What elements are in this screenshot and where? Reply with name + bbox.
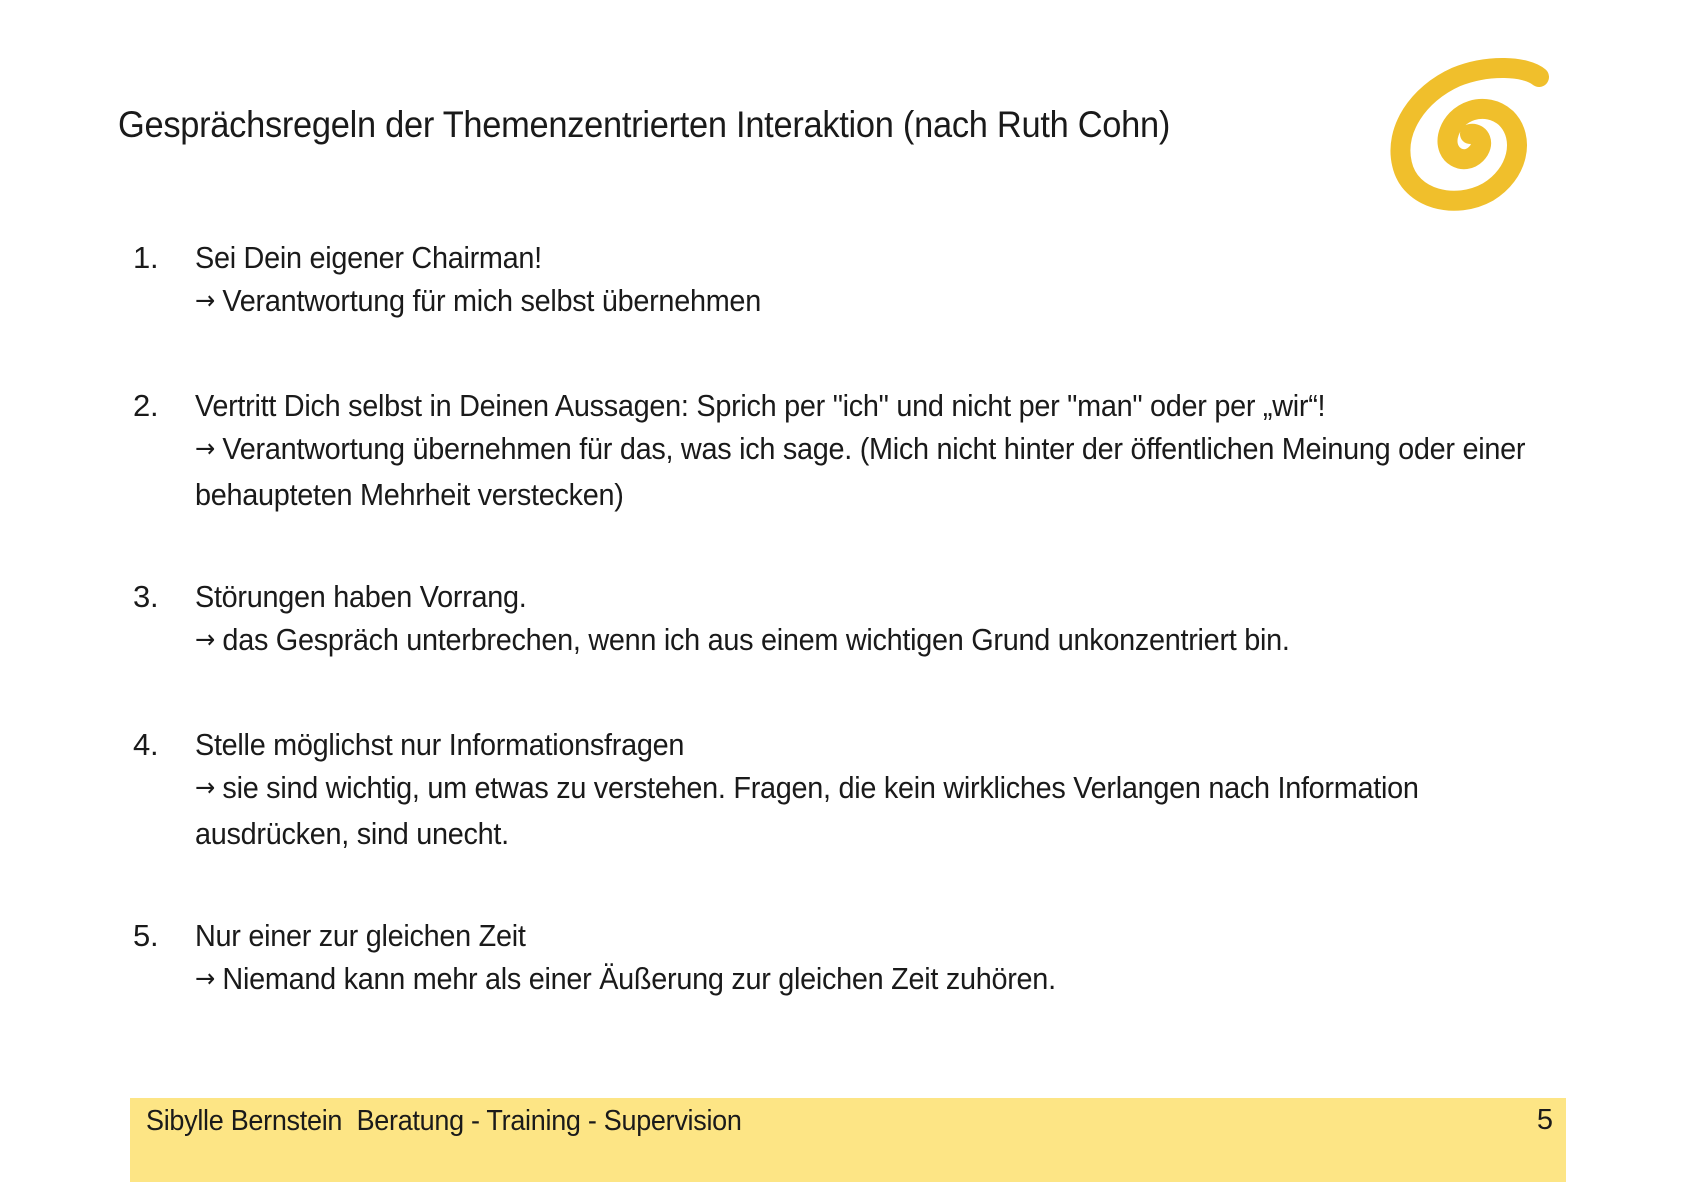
list-item xyxy=(133,723,1553,855)
rules-list xyxy=(133,236,1553,1003)
rule-explanation-text: Niemand kann mehr als einer Äußerung zur gleichen Zeit zuhören. xyxy=(222,961,1056,996)
rule-explanation-text: Verantwortung übernehmen für das, was ich sage. (Mich nicht hinter der öffentlichen Meinung oder einer behaupteten Mehrheit verstecken) xyxy=(195,431,1526,512)
rule-explanation xyxy=(195,766,1562,855)
list-item xyxy=(133,384,1553,516)
arrow-right-icon: → xyxy=(195,773,215,803)
footer-text: Sibylle Bernstein Beratung - Training - Supervision xyxy=(146,1105,742,1137)
rule-number: 2. xyxy=(133,388,159,423)
list-item xyxy=(133,575,1553,664)
arrow-right-icon: → xyxy=(195,625,215,655)
rule-number: 3. xyxy=(133,579,159,614)
rule-text: Nur einer zur gleichen Zeit xyxy=(195,918,526,953)
arrow-right-icon: → xyxy=(195,964,215,994)
rule-number: 4. xyxy=(133,727,159,762)
page-number: 5 xyxy=(1536,1104,1553,1136)
rule-text: Sei Dein eigener Chairman! xyxy=(195,240,542,275)
rule-text: Störungen haben Vorrang. xyxy=(195,579,527,614)
rule-explanation-text: sie sind wichtig, um etwas zu verstehen. Fragen, die kein wirkliches Verlangen nach Information ausdrücken, sind unecht. xyxy=(195,770,1419,851)
rule-text: Stelle möglichst nur Informationsfragen xyxy=(195,727,685,762)
rule-explanation xyxy=(195,957,1562,1003)
rule-text: Vertritt Dich selbst in Deinen Aussagen: Sprich per "ich" und nicht per "man" oder per „wir“! xyxy=(195,388,1326,423)
rule-number: 5. xyxy=(133,918,159,953)
rule-explanation-text: Verantwortung für mich selbst übernehmen xyxy=(222,283,761,318)
rule-explanation xyxy=(195,279,1562,325)
page-title: Gesprächsregeln der Themenzentrierten Interaktion (nach Ruth Cohn) xyxy=(118,104,1171,145)
list-item xyxy=(133,236,1553,325)
arrow-right-icon: → xyxy=(195,286,215,316)
rule-explanation xyxy=(195,427,1562,516)
rule-explanation xyxy=(195,618,1562,664)
spiral-icon xyxy=(1376,52,1566,222)
rule-number: 1. xyxy=(133,240,159,275)
arrow-right-icon: → xyxy=(195,434,215,464)
list-item xyxy=(133,914,1553,1003)
rule-explanation-text: das Gespräch unterbrechen, wenn ich aus einem wichtigen Grund unkonzentriert bin. xyxy=(222,622,1290,657)
